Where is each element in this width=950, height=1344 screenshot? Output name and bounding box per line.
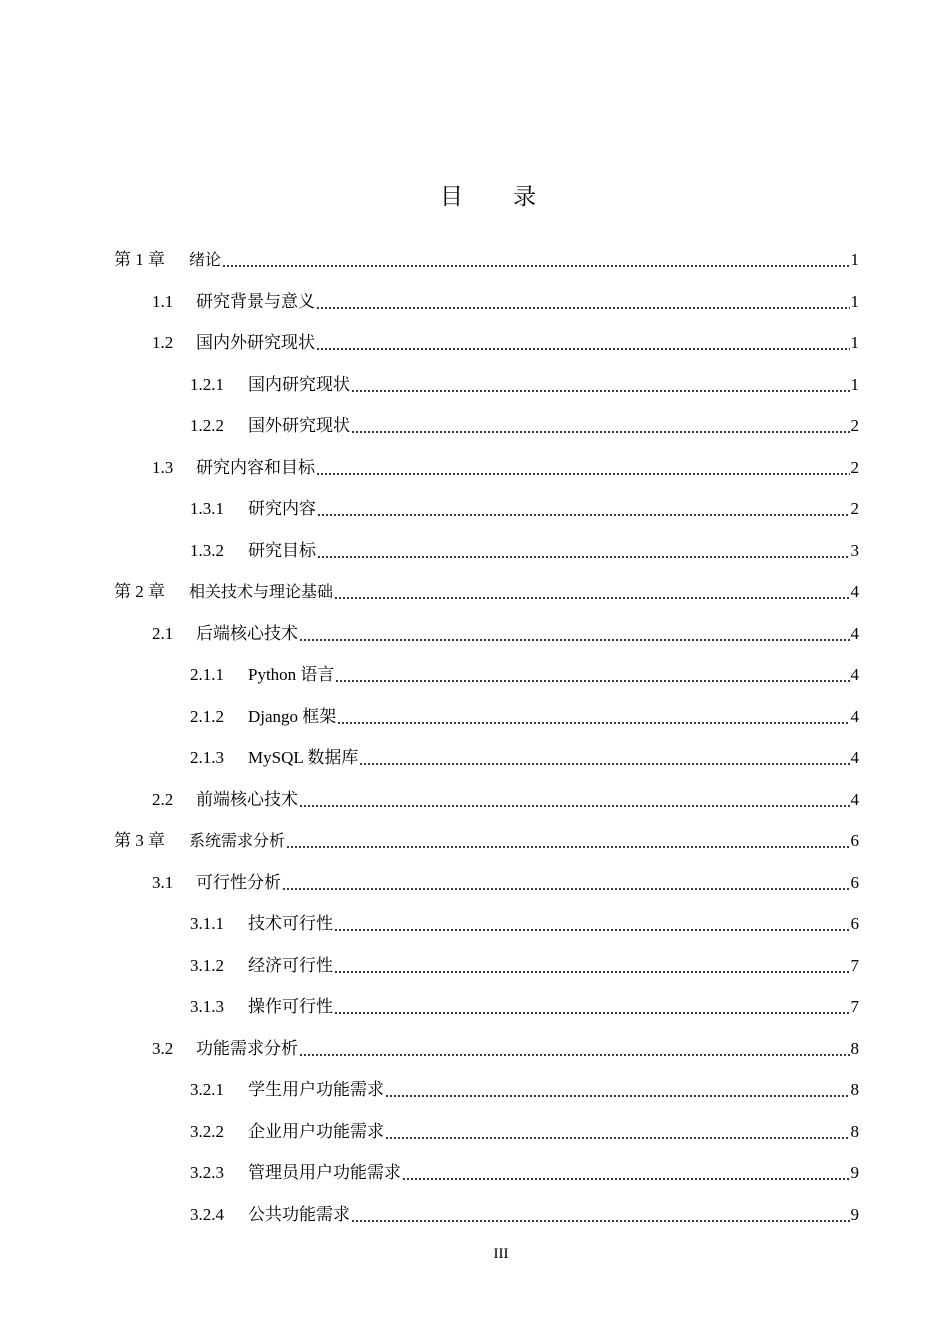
toc-entry-page: 8 — [850, 1122, 859, 1141]
toc-entry[interactable] — [114, 248, 859, 272]
toc-entry-page: 8 — [850, 1080, 859, 1099]
toc-dot-leader — [351, 1203, 850, 1227]
toc-entry-number: 1.3.2 — [190, 541, 224, 560]
toc-entry-number: 3.2 — [152, 1039, 174, 1058]
toc-dot-leader — [317, 497, 850, 521]
toc-dot-leader — [385, 1120, 850, 1144]
toc-dot-leader — [316, 456, 850, 480]
toc-entry-page: 4 — [850, 790, 859, 809]
toc-entry-number: 3.2.1 — [190, 1080, 224, 1099]
toc-entry[interactable] — [190, 497, 859, 521]
toc-entry-number: 2.1.2 — [190, 707, 224, 726]
toc-entry-number: 3.2.2 — [190, 1122, 224, 1141]
toc-entry-title: 学生用户功能需求 — [248, 1080, 384, 1099]
toc-entry-title: 研究背景与意义 — [196, 292, 315, 311]
toc-entry[interactable] — [152, 622, 859, 646]
page-title-right: 录 — [513, 184, 536, 210]
toc-entry-page: 6 — [850, 831, 859, 850]
toc-entry-number: 3.1.1 — [190, 914, 224, 933]
toc-dot-leader — [222, 248, 849, 272]
toc-dot-leader — [337, 705, 849, 729]
toc-entry-number: 1.2 — [152, 333, 174, 352]
toc-dot-leader — [299, 622, 850, 646]
toc-entry-title: 国内研究现状 — [248, 375, 350, 394]
toc-entry-number: 3.2.3 — [190, 1163, 224, 1182]
toc-dot-leader — [316, 290, 850, 314]
toc-entry-page: 2 — [850, 458, 859, 477]
toc-entry[interactable] — [190, 995, 859, 1019]
toc-entry-title: 技术可行性 — [248, 914, 333, 933]
toc-entry-number: 第 1 章 — [114, 250, 165, 269]
toc-entry[interactable] — [114, 829, 859, 853]
toc-entry-number: 3.1 — [152, 873, 174, 892]
toc-dot-leader — [317, 539, 850, 563]
toc-entry-page: 2 — [850, 416, 859, 435]
toc-entry-number: 第 3 章 — [114, 831, 165, 850]
toc-entry-title: 相关技术与理论基础 — [189, 582, 334, 601]
toc-entry-page: 7 — [850, 956, 859, 975]
toc-entry-title: 研究内容和目标 — [196, 458, 315, 477]
toc-entry[interactable] — [152, 456, 859, 480]
toc-dot-leader — [316, 331, 850, 355]
toc-dot-leader — [359, 746, 849, 770]
toc-entry[interactable] — [152, 1037, 859, 1061]
toc-entry-number: 2.1.3 — [190, 748, 224, 767]
toc-dot-leader — [334, 954, 850, 978]
toc-entry[interactable] — [190, 414, 859, 438]
toc-entry-page: 1 — [850, 333, 859, 352]
toc-entry-page: 9 — [850, 1205, 859, 1224]
toc-entry-number: 2.1 — [152, 624, 174, 643]
toc-dot-leader — [334, 912, 850, 936]
toc-entry-title: 可行性分析 — [196, 873, 281, 892]
toc-entry-page: 4 — [850, 665, 859, 684]
toc-entry[interactable] — [190, 705, 859, 729]
toc-dot-leader — [299, 788, 850, 812]
toc-dot-leader — [282, 871, 850, 895]
toc-entry[interactable] — [152, 871, 859, 895]
toc-entry[interactable] — [114, 580, 859, 604]
toc-entry-title: Django 框架 — [248, 707, 337, 726]
toc-entry-title: 公共功能需求 — [248, 1205, 350, 1224]
toc-entry-page: 2 — [850, 499, 859, 518]
toc-entry-number: 1.2.1 — [190, 375, 224, 394]
toc-entry-page: 1 — [850, 292, 859, 311]
toc-entry-number: 1.3.1 — [190, 499, 224, 518]
toc-dot-leader — [286, 829, 849, 853]
toc-entry-page: 7 — [850, 997, 859, 1016]
toc-entry-page: 4 — [850, 582, 859, 601]
toc-entry-page: 8 — [850, 1039, 859, 1058]
toc-dot-leader — [334, 995, 850, 1019]
toc-entry[interactable] — [190, 539, 859, 563]
toc-entry-title: 功能需求分析 — [196, 1039, 298, 1058]
toc-entry-title: 国外研究现状 — [248, 416, 350, 435]
toc-entry-page: 1 — [850, 375, 859, 394]
toc-entry-page: 4 — [850, 707, 859, 726]
toc-dot-leader — [402, 1161, 850, 1185]
toc-entry-number: 2.1.1 — [190, 665, 224, 684]
toc-entry-title: 管理员用户功能需求 — [248, 1163, 401, 1182]
toc-entry-number: 1.2.2 — [190, 416, 224, 435]
toc-entry-title: 绪论 — [189, 250, 222, 269]
toc-entry[interactable] — [190, 1203, 859, 1227]
toc-entry-title: 国内外研究现状 — [196, 333, 315, 352]
toc-entry-page: 4 — [850, 748, 859, 767]
toc-dot-leader — [351, 373, 850, 397]
toc-entry-title: 系统需求分析 — [189, 831, 286, 850]
toc-entry[interactable] — [190, 663, 859, 687]
toc-entry-title: 后端核心技术 — [196, 624, 298, 643]
toc-entry[interactable] — [190, 954, 859, 978]
toc-entry-title: 研究目标 — [248, 541, 316, 560]
toc-entry-page: 6 — [850, 873, 859, 892]
toc-entry[interactable] — [190, 912, 859, 936]
toc-entry-title: 前端核心技术 — [196, 790, 298, 809]
toc-entry[interactable] — [190, 1120, 859, 1144]
toc-entry-page: 4 — [850, 624, 859, 643]
toc-entry-page: 3 — [850, 541, 859, 560]
toc-entry-title: 研究内容 — [248, 499, 316, 518]
toc-entry[interactable] — [190, 1078, 859, 1102]
toc-entry-title: Python 语言 — [248, 665, 335, 684]
toc-dot-leader — [335, 663, 849, 687]
toc-dot-leader — [385, 1078, 850, 1102]
toc-dot-leader — [334, 580, 849, 604]
toc-entry-number: 3.1.3 — [190, 997, 224, 1016]
toc-dot-leader — [351, 414, 850, 438]
toc-entry-number: 3.1.2 — [190, 956, 224, 975]
toc-entry[interactable] — [190, 1161, 859, 1185]
footer-page-number: III — [493, 1246, 509, 1262]
toc-entry[interactable] — [190, 746, 859, 770]
toc-entry-title: 操作可行性 — [248, 997, 333, 1016]
toc-entry-number: 2.2 — [152, 790, 174, 809]
toc-entry-page: 6 — [850, 914, 859, 933]
toc-entry[interactable] — [190, 373, 859, 397]
toc-entry-page: 1 — [850, 250, 859, 269]
toc-entry-number: 1.3 — [152, 458, 174, 477]
page-title-left: 目 — [440, 184, 463, 210]
toc-entry[interactable] — [152, 788, 859, 812]
toc-entry[interactable] — [152, 331, 859, 355]
toc-entry-title: 经济可行性 — [248, 956, 333, 975]
toc-entry[interactable] — [152, 290, 859, 314]
toc-entry-number: 第 2 章 — [114, 582, 165, 601]
toc-entry-number: 1.1 — [152, 292, 174, 311]
toc-entry-title: MySQL 数据库 — [248, 748, 359, 767]
toc-entry-number: 3.2.4 — [190, 1205, 224, 1224]
toc-entry-title: 企业用户功能需求 — [248, 1122, 384, 1141]
toc-dot-leader — [299, 1037, 850, 1061]
toc-entry-page: 9 — [850, 1163, 859, 1182]
